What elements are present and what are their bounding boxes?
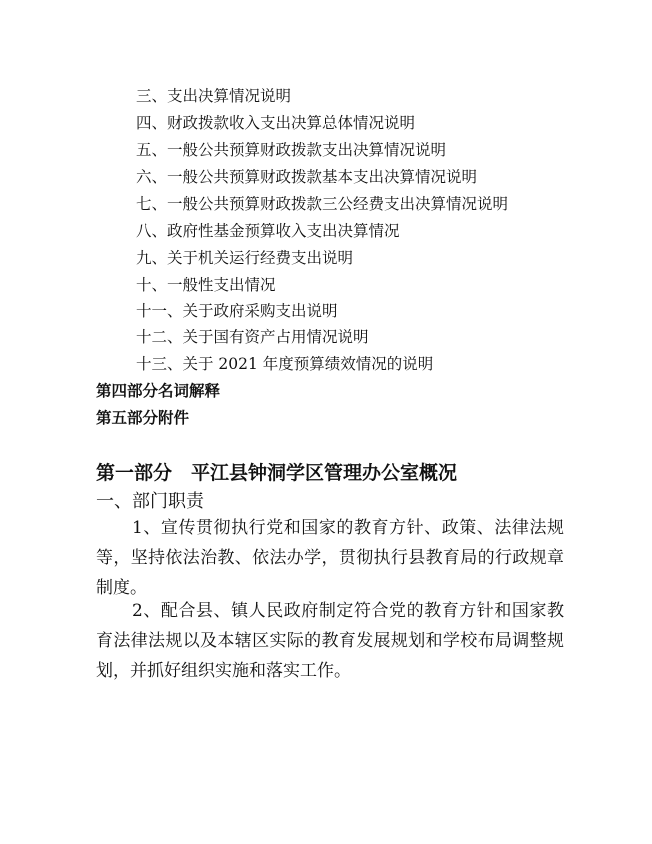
toc-part4-heading: 第四部分名词解释: [96, 382, 221, 400]
toc-part5-heading: 第五部分附件: [96, 409, 190, 427]
paragraph-duty-2: 2、配合县、镇人民政府制定符合党的教育方针和国家教育法律法规以及本辖区实际的教育发展规划和学校布局调整规划，并抓好组织实施和落实工作。: [96, 601, 564, 681]
toc-item-12: 十二、关于国有资产占用情况说明: [136, 328, 369, 346]
subsection-title: 一、部门职责: [96, 491, 204, 512]
toc-item-6: 六、一般公共预算财政拨款基本支出决算情况说明: [136, 168, 478, 186]
toc-item-5: 五、一般公共预算财政拨款支出决算情况说明: [136, 141, 447, 159]
toc-item-11: 十一、关于政府采购支出说明: [136, 302, 338, 320]
paragraph-duty-1: 1、宣传贯彻执行党和国家的教育方针、政策、法律法规等，坚持依法治教、依法办学，贯彻执行县教育局的行政规章制度。: [96, 518, 564, 598]
toc-item-13: 十三、关于 2021 年度预算绩效情况的说明: [136, 355, 434, 373]
toc-item-8: 八、政府性基金预算收入支出决算情况: [136, 222, 400, 240]
section-title: 第一部分 平江县钟洞学区管理办公室概况: [96, 462, 458, 484]
toc-item-10: 十、一般性支出情况: [136, 276, 276, 294]
toc-item-4: 四、财政拨款收入支出决算总体情况说明: [136, 114, 416, 132]
toc-item-9: 九、关于机关运行经费支出说明: [136, 249, 354, 267]
toc-item-7: 七、一般公共预算财政拨款三公经费支出决算情况说明: [136, 195, 509, 213]
toc-item-3: 三、支出决算情况说明: [136, 87, 292, 105]
